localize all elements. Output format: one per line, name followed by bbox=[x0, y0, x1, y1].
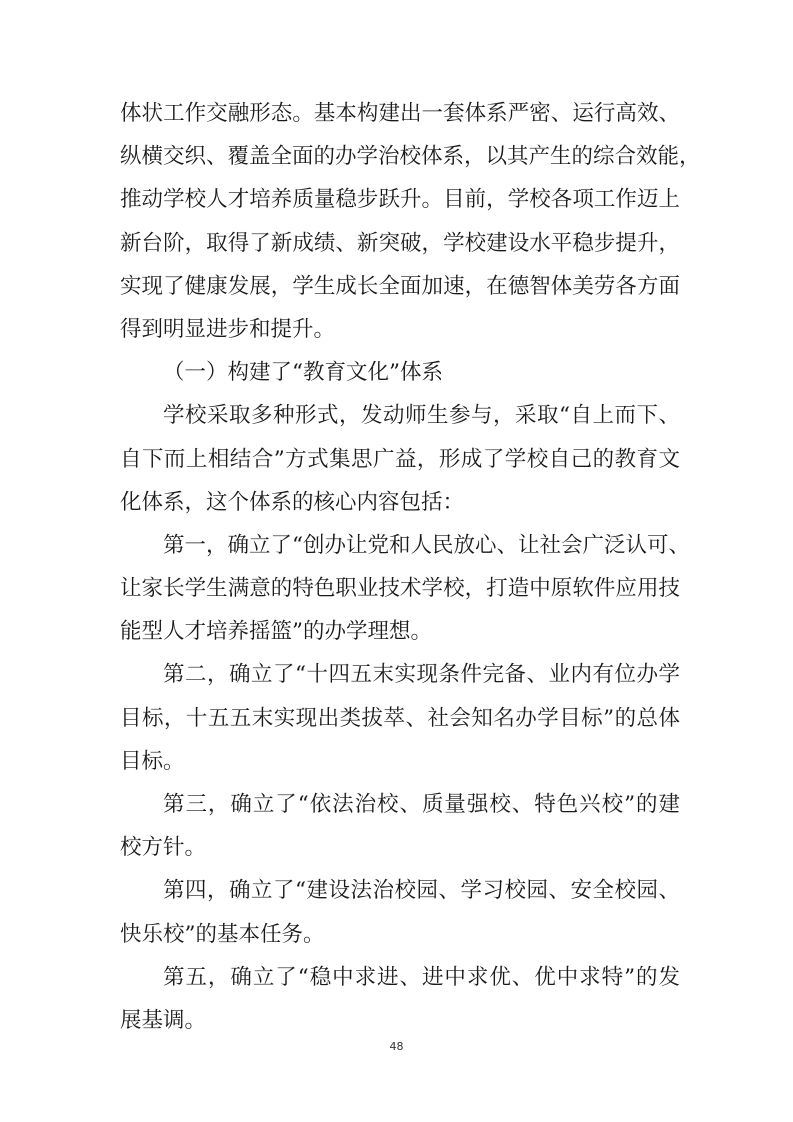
text-line: 让家长学生满意的特色职业技术学校，打造中原软件应用技 bbox=[120, 576, 680, 602]
text-line: 新台阶，取得了新成绩、新突破，学校建设水平稳步提升， bbox=[120, 230, 680, 256]
text-line: 第二，确立了“十四五末实现条件完备、业内有位办学 bbox=[163, 662, 680, 688]
text-line: 目标。 bbox=[120, 748, 185, 774]
text-line: 实现了健康发展，学生成长全面加速，在德智体美劳各方面 bbox=[120, 273, 680, 299]
text-line: 第四，确立了“建设法治校园、学习校园、安全校园、 bbox=[163, 878, 680, 904]
section-heading: （一）构建了“教育文化”体系 bbox=[163, 360, 443, 386]
text-line: 化体系，这个体系的核心内容包括： bbox=[120, 489, 465, 515]
text-line: 展基调。 bbox=[120, 1007, 207, 1033]
text-line: 快乐校”的基本任务。 bbox=[120, 921, 325, 947]
text-line: 第五，确立了“稳中求进、进中求优、优中求特”的发 bbox=[163, 964, 680, 990]
body-text bbox=[120, 92, 701, 1042]
text-line: 目标，十五五末实现出类拔萃、社会知名办学目标”的总体 bbox=[120, 705, 680, 731]
text-line: 体状工作交融形态。基本构建出一套体系严密、运行高效、 bbox=[120, 101, 680, 126]
page-number: 48 bbox=[389, 1040, 404, 1053]
text-line: 纵横交织、覆盖全面的办学治校体系，以其产生的综合效能， bbox=[120, 144, 701, 170]
text-line: 第一，确立了“创办让党和人民放心、让社会广泛认可、 bbox=[163, 532, 690, 558]
text-line: 第三，确立了“依法治校、质量强校、特色兴校”的建 bbox=[163, 792, 680, 817]
text-line: 得到明显进步和提升。 bbox=[120, 316, 336, 342]
text-line: 校方针。 bbox=[120, 835, 207, 861]
text-line: 能型人才培养摇篮”的办学理想。 bbox=[120, 619, 432, 645]
text-line: 学校采取多种形式，发动师生参与，采取“自上而下、 bbox=[163, 403, 680, 429]
text-line: 推动学校人才培养质量稳步跃升。目前，学校各项工作迈上 bbox=[120, 187, 680, 213]
text-line: 自下而上相结合”方式集思广益，形成了学校自己的教育文 bbox=[120, 446, 680, 472]
